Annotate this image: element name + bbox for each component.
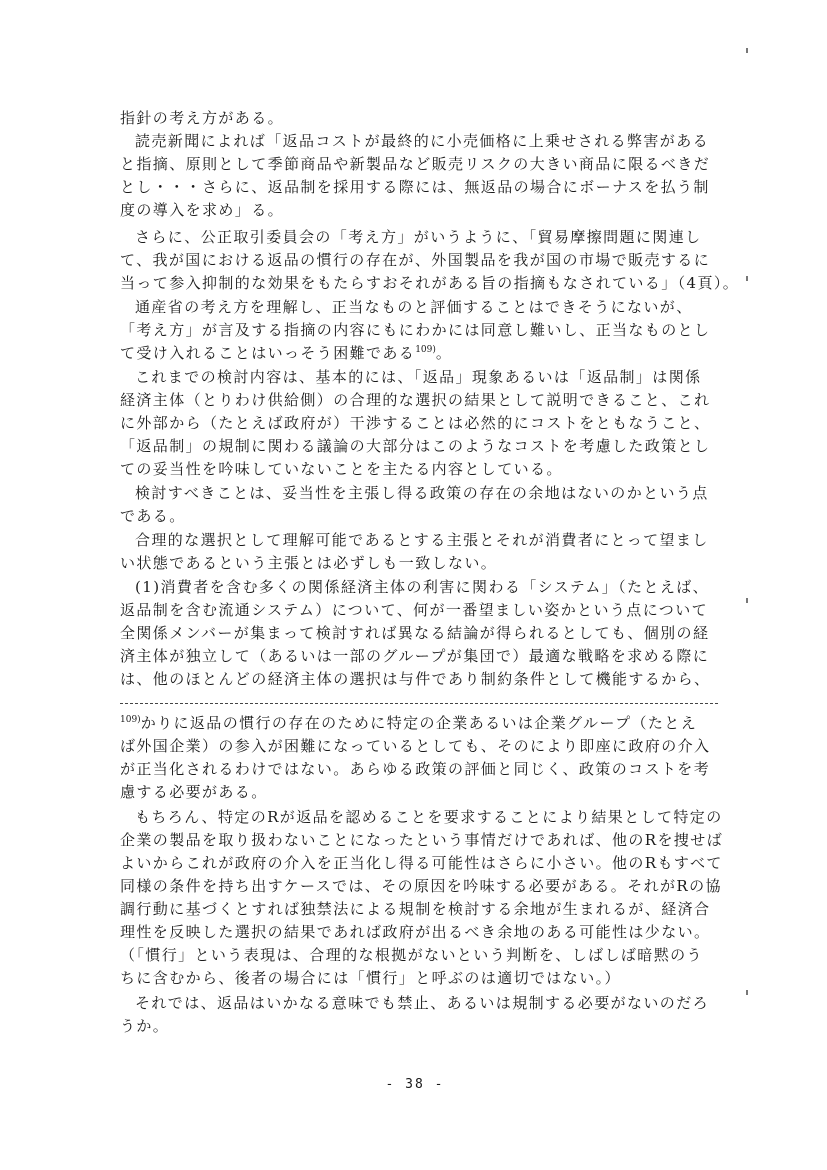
body-line: 当って参入抑制的な効果をもたらすおそれがある旨の指摘もなされている」（4頁）。 — [120, 274, 740, 292]
body-line: とし・・・さらに、返品制を採用する際には、無返品の場合にボーナスを払う制 — [120, 178, 710, 196]
body-line: ての妥当性を吟味していないことを主たる内容としている。 — [120, 460, 563, 478]
footnote-line-with-mark — [120, 712, 720, 735]
body-line-punct: 。 — [435, 344, 453, 362]
body-line: である。 — [120, 507, 186, 525]
body-line: い状態であるという主張とは必ずしも一致しない。 — [120, 554, 498, 572]
footnote-mark: 109) — [120, 715, 141, 725]
body-line: と指摘、原則として季節商品や新製品など販売リスクの大きい商品に限るべきだ — [120, 155, 711, 173]
scan-mark — [746, 48, 748, 53]
body-line: 返品制を含む流通システム）について、何が一番望ましい姿かという点について — [120, 601, 709, 619]
footnote-line: 理性を反映した選択の結果であれば政府が出るべき余地のある可能性は少ない。 — [120, 923, 711, 941]
footnote-line: ちに含むから、後者の場合には「慣行」と呼ぶのは適切ではない。） — [120, 969, 621, 987]
footnote-reference: 109) — [415, 345, 436, 355]
footnote-line: 調行動に基づくとすれば独禁法による規制を検討する余地が生まれるが、経済合 — [120, 900, 711, 918]
body-line: 「返品制」の規制に関わる議論の大部分はこのようなコストを考慮した政策とし — [120, 437, 711, 455]
body-line: に外部から（たとえば政府が）干渉することは必然的にコストをともなうこと、 — [120, 414, 711, 432]
footnote-separator — [120, 703, 718, 704]
scan-mark — [746, 990, 748, 995]
footnote-line: が正当化されるわけではない。あらゆる政策の評価と同じく、政策のコストを考 — [120, 760, 711, 778]
body-line: (1)消費者を含む多くの関係経済主体の利害に関わる「システム」（たとえば、 — [135, 578, 710, 596]
scan-mark — [746, 276, 748, 281]
body-line-with-footnote-ref — [120, 342, 720, 365]
footnote-text: かりに返品の慣行の存在のために特定の企業あるいは企業グループ（たとえ — [140, 714, 698, 732]
body-line: 度の導入を求め」る。 — [120, 201, 285, 219]
footnote-line: （「慣行」という表現は、合理的な根拠がないという判断を、しばしば暗黙のう — [120, 946, 703, 964]
footnote-line: それでは、返品はいかなる意味でも禁止、あるいは規制する必要がないのだろ — [135, 994, 710, 1012]
body-line: 指針の考え方がある。 — [120, 109, 285, 127]
page-number: - 38 - — [385, 1077, 445, 1092]
body-line: 合理的な選択として理解可能であるとする主張とそれが消費者にとって望まし — [135, 531, 709, 549]
footnote-line: よいからこれが政府の介入を正当化し得る可能性はさらに小さい。他のRもすべて — [120, 854, 723, 872]
body-line: て、我が国における返品の慣行の存在が、外国製品を我が国の市場で販売するに — [120, 251, 711, 269]
body-line: 通産省の考え方を理解し、正当なものと評価することはできそうにないが、 — [135, 298, 693, 316]
footnote-line: 慮する必要がある。 — [120, 783, 268, 801]
footnote-line: うか。 — [120, 1017, 170, 1035]
scan-mark — [746, 598, 748, 603]
footnote-line: ば外国企業）の参入が困難になっているとしても、そのにより即座に政府の介入 — [120, 737, 711, 755]
body-line: は、他のほとんどの経済主体の選択は与件であり制約条件として機能するから、 — [120, 670, 711, 688]
body-line: 済主体が独立して（あるいは一部のグループが集団で）最適な戦略を求める際に — [120, 647, 710, 665]
body-line: 検討すべきことは、妥当性を主張し得る政策の存在の余地はないのかという点 — [135, 484, 709, 502]
footnote-line: 同様の条件を持ち出すケースでは、その原因を吟味する必要がある。それがRの協 — [120, 877, 722, 895]
footnote-line: もちろん、特定のRが返品を認めることを要求することにより結果として特定の — [135, 808, 723, 826]
body-line: さらに、公正取引委員会の「考え方」がいうように、「貿易摩擦問題に関連し — [135, 228, 702, 246]
body-line: これまでの検討内容は、基本的には、「返品」現象あるいは「返品制」は関係 — [135, 368, 702, 386]
body-line: 全関係メンバーが集まって検討すれば異なる結論が得られるとしても、個別の経 — [120, 624, 710, 642]
body-line: 経済主体（とりわけ供給側）の合理的な選択の結果として説明できること、これ — [120, 391, 711, 409]
body-line: 「考え方」が言及する指摘の内容にもにわかには同意し難いし、正当なものとし — [120, 321, 711, 339]
body-line: 読売新聞によれば「返品コストが最終的に小売価格に上乗せされる弊害がある — [135, 132, 710, 150]
body-line-text: て受け入れることはいっそう困難である — [120, 344, 416, 362]
footnote-line: 企業の製品を取り扱わないことになったという事情だけであれば、他のRを捜せば — [120, 831, 724, 849]
